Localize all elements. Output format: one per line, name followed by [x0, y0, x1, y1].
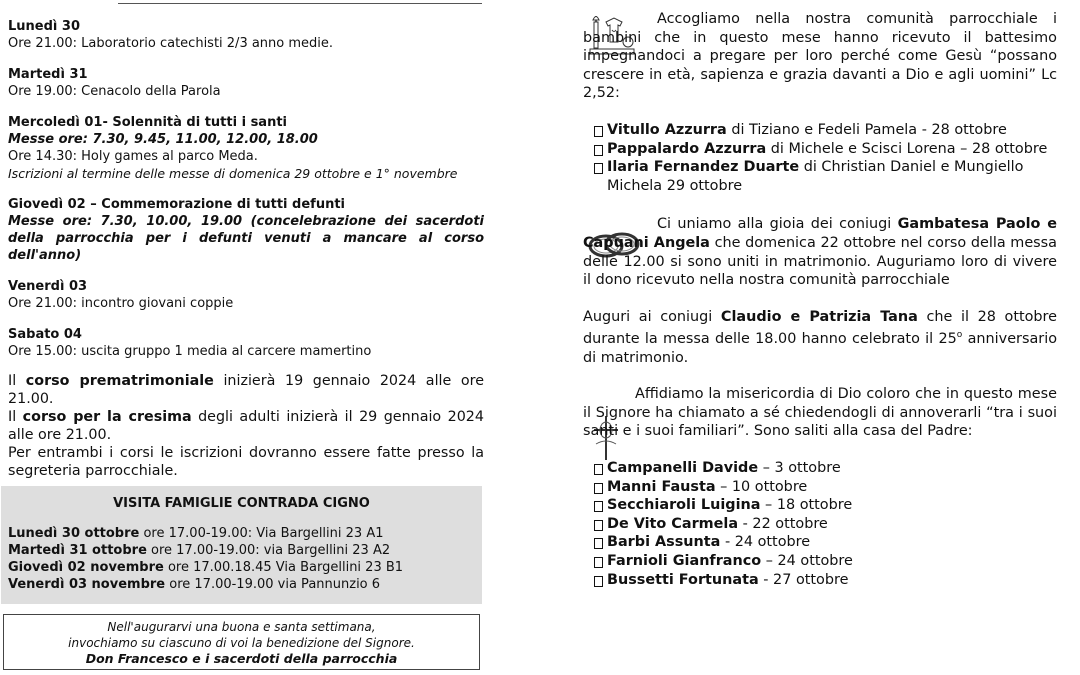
checkbox-bullet-icon: [594, 126, 603, 137]
event-line: Ore 15.00: uscita gruppo 1 media al carcere mamertino: [8, 344, 372, 359]
greeting-line: invochiamo su ciascuno di voi la benedizione del Signore.: [68, 636, 415, 650]
checkbox-bullet-icon: [594, 538, 603, 549]
defunti-list: [607, 459, 1057, 589]
top-rule: [118, 3, 482, 4]
person-name: Manni Fausta: [607, 478, 716, 495]
list-item: [607, 571, 1057, 590]
greeting-box: [3, 614, 480, 670]
right-column: [583, 10, 1057, 589]
list-item: [607, 533, 1057, 552]
matrimonio-text: Ci uniamo alla gioia dei coniugi Gambatesa Paolo e Capuani Angela che domenica 22 ottobre nel corso della messa delle 12.00 si sono uniti in matrimonio. Auguriamo loro di vivere il dono ricevuto nella nostra comunità parrocchiale: [583, 216, 1057, 289]
event-line: Messe ore: 7.30, 9.45, 11.00, 12.00, 18.00: [8, 132, 318, 147]
event-item: [8, 114, 484, 182]
person-name: Barbi Assunta: [607, 534, 721, 551]
person-name: Secchiaroli Luigina: [607, 497, 761, 514]
checkbox-bullet-icon: [594, 576, 603, 587]
visita-detail: ore 17.00-19.00: via Bargellini 23 A2: [146, 543, 391, 558]
event-line: Ore 21.00: incontro giovani coppie: [8, 296, 234, 311]
list-item: [607, 121, 1057, 140]
event-day: Lunedì 30: [8, 19, 80, 34]
checkbox-bullet-icon: [594, 501, 603, 512]
event-line: Ore 14.30: Holy games al parco Meda.: [8, 149, 258, 164]
event-day: Martedì 31: [8, 67, 88, 82]
person-detail: di Christian Daniel e Mungiello Michela 29 ottobre: [607, 159, 1024, 194]
visita-day: Venerdì 03 novembre: [8, 577, 166, 592]
person-name: Pappalardo Azzurra: [607, 140, 767, 157]
battesimi-intro: Accogliamo nella nostra comunità parrocchiale i bambini che in questo mese hanno ricevuto il battesimo impegnandoci a pregare per loro perché come Gesù “possano crescere in età, sapienza e grazia davanti a Dio e agli uomini” Lc 2,52:: [583, 11, 1057, 102]
visita-day: Lunedì 30 ottobre: [8, 526, 140, 541]
list-item: [607, 552, 1057, 571]
checkbox-bullet-icon: [594, 163, 603, 174]
person-name: Farnioli Gianfranco: [607, 553, 762, 570]
person-detail: – 24 ottobre: [761, 553, 853, 570]
person-name: Ilaria Fernandez Duarte: [607, 159, 800, 176]
event-day: Mercoledì 01- Solennità di tutti i santi: [8, 115, 288, 130]
person-name: Vitullo Azzurra: [607, 121, 727, 138]
event-day: Sabato 04: [8, 327, 82, 342]
battesimi-list: [607, 121, 1057, 195]
event-line: Ore 19.00: Cenacolo della Parola: [8, 84, 221, 99]
person-name: Campanelli Davide: [607, 460, 759, 477]
event-day: Venerdì 03: [8, 279, 88, 294]
anniversario-text: Auguri ai coniugi Claudio e Patrizia Tana che il 28 ottobre durante la messa delle 18.00 hanno celebrato il 25$^o$ anniversario di matrimonio.: [583, 308, 1057, 366]
checkbox-bullet-icon: [594, 483, 603, 494]
visite-title: VISITA FAMIGLIE CONTRADA CIGNO: [113, 496, 370, 511]
event-line: Messe ore: 7.30, 10.00, 19.00 (concelebrazione dei sacerdoti della parrocchia per i defunti venuti a mancare al corso dell'anno): [8, 214, 484, 263]
events-list: [8, 18, 484, 360]
visita-day: Giovedì 02 novembre: [8, 560, 164, 575]
defunti-intro: Affidiamo la misericordia di Dio coloro che in questo mese il Signore ha chiamato a sé chiedendogli di annoverarli “tra i suoi santi e i suoi familiari”. Sono saliti alla casa del Padre:: [583, 386, 1057, 440]
event-item: [8, 66, 484, 100]
note-corso-cresima: Il corso per la cresima degli adulti inizierà il 29 gennaio 2024 alle ore 21.00.: [8, 409, 485, 443]
note-iscrizioni: Per entrambi i corsi le iscrizioni dovranno essere fatte presso la segreteria parrocchiale.: [8, 445, 484, 479]
visita-row: [8, 525, 482, 542]
list-item: [607, 515, 1057, 534]
person-name: De Vito Carmela: [607, 515, 739, 532]
list-item: [607, 459, 1057, 478]
greeting-line: Nell'augurarvi una buona e santa settimana,: [107, 620, 376, 634]
person-detail: di Tiziano e Fedeli Pamela - 28 ottobre: [726, 121, 1007, 138]
list-item: [607, 496, 1057, 515]
list-item: [607, 478, 1057, 497]
event-item: [8, 196, 484, 264]
visita-detail: ore 17.00.18.45 Via Bargellini 23 B1: [163, 560, 404, 575]
person-detail: – 10 ottobre: [715, 478, 808, 495]
checkbox-bullet-icon: [594, 145, 603, 156]
checkbox-bullet-icon: [594, 464, 603, 475]
greeting-signature: Don Francesco e i sacerdoti della parrocchia: [85, 651, 398, 666]
person-detail: – 3 ottobre: [758, 460, 841, 477]
person-detail: – 18 ottobre: [760, 497, 853, 514]
visita-detail: ore 17.00-19.00 via Pannunzio 6: [165, 577, 381, 592]
event-line: Iscrizioni al termine delle messe di domenica 29 ottobre e 1° novembre: [8, 166, 458, 181]
visita-row: [8, 542, 482, 559]
event-item: [8, 278, 484, 312]
event-line: Ore 21.00: Laboratorio catechisti 2/3 anno medie.: [8, 36, 334, 51]
checkbox-bullet-icon: [594, 520, 603, 531]
left-column: [8, 18, 484, 480]
visite-rows: [8, 525, 482, 593]
event-day: Giovedì 02 – Commemorazione di tutti defunti: [8, 197, 345, 212]
checkbox-bullet-icon: [594, 557, 603, 568]
visite-famiglie-box: [1, 486, 482, 604]
person-detail: - 24 ottobre: [720, 534, 811, 551]
visita-row: [8, 576, 482, 593]
visita-row: [8, 559, 482, 576]
person-detail: - 27 ottobre: [758, 571, 849, 588]
course-notes: [8, 372, 484, 480]
list-item: [607, 140, 1057, 159]
person-name: Bussetti Fortunata: [607, 571, 759, 588]
list-item: [607, 158, 1057, 195]
note-corso-prematrimoniale: Il corso prematrimoniale inizierà 19 gennaio 2024 alle ore 21.00.: [8, 373, 485, 407]
person-detail: di Michele e Scisci Lorena – 28 ottobre: [766, 140, 1048, 157]
event-item: [8, 18, 484, 52]
person-detail: - 22 ottobre: [738, 515, 828, 532]
event-item: [8, 326, 484, 360]
visita-day: Martedì 31 ottobre: [8, 543, 147, 558]
visita-detail: ore 17.00-19.00: Via Bargellini 23 A1: [139, 526, 384, 541]
